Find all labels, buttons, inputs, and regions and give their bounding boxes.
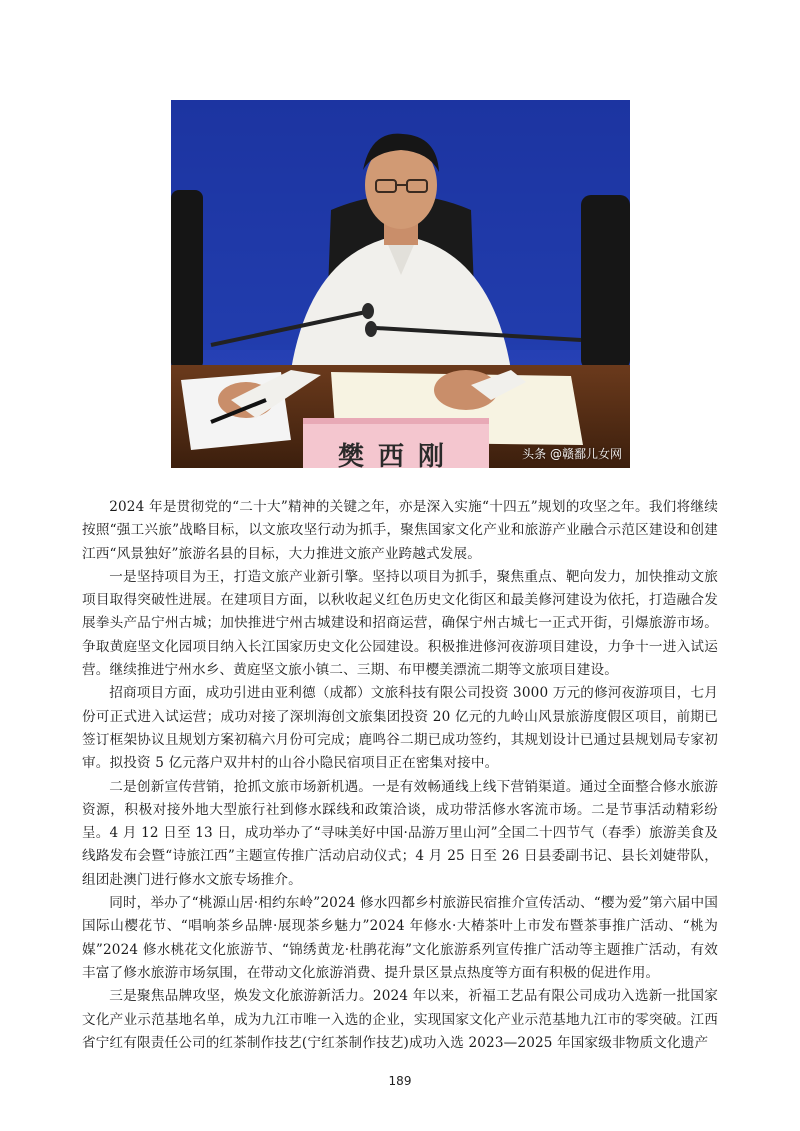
paragraph: 一是坚持项目为王，打造文旅产业新引擎。坚持以项目为抓手，聚焦重点、靶向发力，加快推动文旅项目取得突破性进展。在建项目方面，以秋收起义红色历史文化街区和最美修河建设为依托，打造融合发展拳头产品宁州古城；加快推进宁州古城建设和招商运营，确保宁州古城七一正式开街，引爆旅游市场。争取黄庭坚文化园项目纳入长江国家历史文化公园建设。积极推进修河夜游项目建设，力争十一进入试运营。继续推进宁州水乡、黄庭坚文旅小镇二、三期、布甲樱美漂流二期等文旅项目建设。: [82, 568, 718, 679]
news-photo: [171, 100, 630, 468]
article-body: [82, 496, 718, 1055]
paragraph: 招商项目方面，成功引进由亚利德（成都）文旅科技有限公司投资 3000 万元的修河夜游项目，七月份可正式进入试运营；成功对接了深圳海创文旅集团投资 20 亿元的九岭山风景旅游度假区项目，前期已签订框架协议且规划方案初稿六月份可完成；鹿鸣谷二期已成功签约，其规划设计已通过县规划局专家初审。拟投资 5 亿元落户双井村的山谷小隐民宿项目正在密集对接中。: [82, 685, 718, 772]
paragraph: 二是创新宣传营销，抢抓文旅市场新机遇。一是有效畅通线上线下营销渠道。通过全面整合修水旅游资源，积极对接外地大型旅行社到修水踩线和政策洽谈，成功带活修水客流市场。二是节事活动精彩纷呈。4 月 12 日至 13 日，成功举办了“寻味美好中国·品游万里山河”全国二十四节气（春季）旅游美食及线路发布会暨“诗旅江西”主题宣传推广活动启动仪式；4 月 25 日至 26 日县委副书记、县长刘婕带队，组团赴澳门进行修水文旅专场推介。: [82, 778, 718, 888]
nameplate-name: 樊西刚: [337, 442, 458, 472]
photo-watermark: 头条 @赣鄱儿女网: [522, 447, 622, 461]
photo-illustration: [171, 100, 630, 468]
paragraph: 三是聚焦品牌攻坚，焕发文化旅游新活力。2024 年以来，祈福工艺品有限公司成功入选新一批国家文化产业示范基地名单，成为九江市唯一入选的企业，实现国家文化产业示范基地九江市的零突破。江西省宁红有限责任公司的红茶制作技艺(宁红茶制作技艺)成功入选 2023—2025 年国家级非物质文化遗产: [82, 988, 718, 1051]
paragraph: 同时，举办了“桃源山居·相约东岭”2024 修水四都乡村旅游民宿推介宣传活动、“樱为爱”第六届中国国际山樱花节、“唱响茶乡品牌·展现茶乡魅力”2024 年修水·大椿茶叶上市发布暨茶事推广活动、“桃为媒”2024 修水桃花文化旅游节、“锦绣黄龙·杜鹃花海”文化旅游系列宣传推广活动等主题推广活动，有效丰富了修水旅游市场氛围，在带动文化旅游消费、提升景区景点热度等方面有积极的促进作用。: [82, 895, 718, 981]
paragraph: 2024 年是贯彻党的“二十大”精神的关键之年，亦是深入实施“十四五”规划的攻坚之年。我们将继续按照“强工兴旅”战略目标，以文旅攻坚行动为抓手，聚焦国家文化产业和旅游产业融合示范区建设和创建江西“风景独好”旅游名县的目标，大力推进文旅产业跨越式发展。: [82, 499, 718, 562]
page-number: 189: [388, 1074, 412, 1088]
